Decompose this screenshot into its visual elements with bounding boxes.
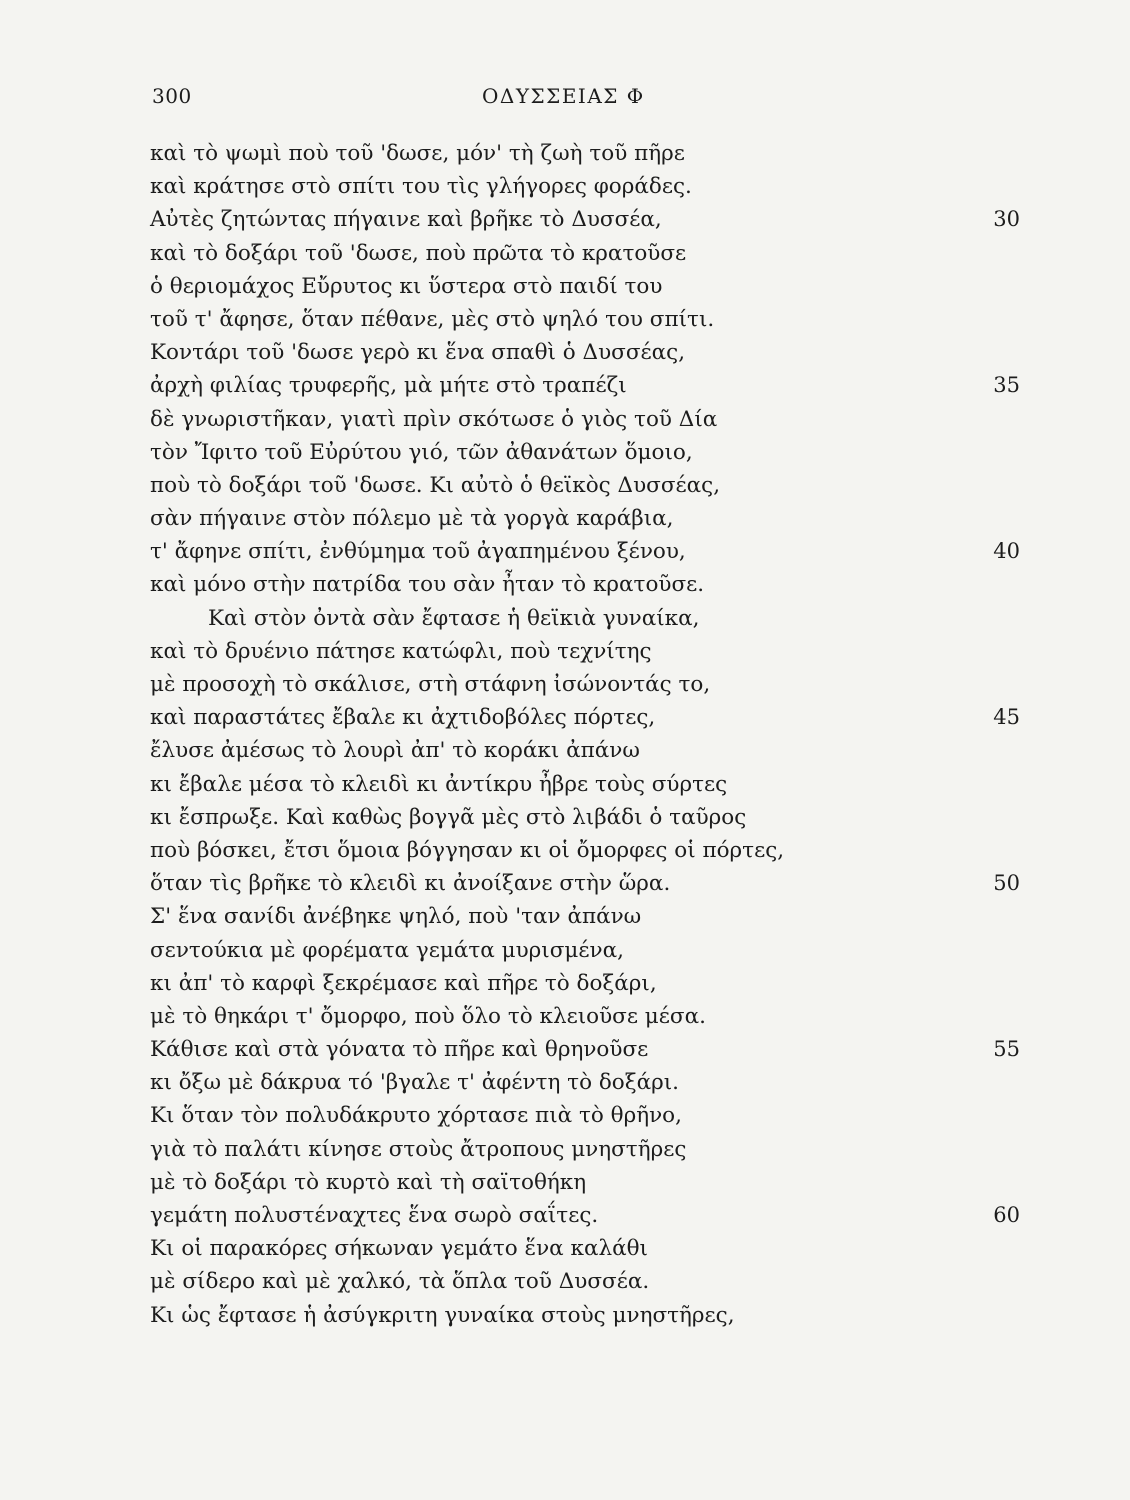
verse-line-text: καὶ τὸ δοξάρι τοῦ 'δωσε, ποὺ πρῶτα τὸ κρατοῦσε — [150, 240, 687, 266]
verse-line-text: καὶ μόνο στὴν πατρίδα του σὰν ἦταν τὸ κρατοῦσε. — [150, 572, 705, 598]
verse-line — [150, 303, 1020, 336]
verse-line-text: Κάθισε καὶ στὰ γόνατα τὸ πῆρε καὶ θρηνοῦσε — [150, 1037, 649, 1063]
verse-line — [150, 967, 1020, 1000]
line-number: 45 — [993, 705, 1020, 730]
verse-line — [150, 1066, 1020, 1099]
verse-line — [150, 635, 1020, 668]
verse-line-text: μὲ τὸ δοξάρι τὸ κυρτὸ καὶ τὴ σαϊτοθήκη — [150, 1169, 587, 1195]
verse-line-text: κι ἀπ' τὸ καρφὶ ξεκρέμασε καὶ πῆρε τὸ δοξάρι, — [150, 970, 657, 996]
verse-line-text: γεμάτη πολυστέναχτες ἕνα σωρὸ σαΐτες. — [150, 1203, 599, 1228]
verse-line-text: σὰν πήγαινε στὸν πόλεμο μὲ τὰ γοργὰ καράβια, — [150, 506, 674, 532]
verse-block — [150, 137, 1020, 1332]
verse-line-text: καὶ τὸ ψωμὶ ποὺ τοῦ 'δωσε, μόν' τὴ ζωὴ τοῦ πῆρε — [150, 141, 685, 166]
verse-line-text: καὶ κράτησε στὸ σπίτι του τὶς γλήγορες φοράδες. — [150, 174, 692, 200]
verse-line-text: Κι ὅταν τὸν πολυδάκρυτο χόρτασε πιὰ τὸ θρῆνο, — [150, 1103, 682, 1129]
verse-line — [150, 369, 1020, 402]
verse-line — [150, 834, 1020, 867]
verse-line — [150, 137, 1020, 170]
verse-line — [150, 403, 1020, 436]
verse-line-text: τὸν Ἴφιτο τοῦ Εὐρύτου γιό, τῶν ἀθανάτων ὅμοιο, — [150, 439, 693, 465]
running-title: ΟΔΥΣΣΕΙΑΣ Φ — [482, 84, 645, 108]
verse-line-text: δὲ γνωριστῆκαν, γιατὶ πρὶν σκότωσε ὁ γιὸς τοῦ Δία — [150, 406, 718, 432]
verse-line-text: τοῦ τ' ἄφησε, ὅταν πέθανε, μὲς στὸ ψηλό του σπίτι. — [150, 306, 715, 332]
verse-line-text: σεντούκια μὲ φορέματα γεμάτα μυρισμένα, — [150, 937, 624, 963]
verse-line — [150, 934, 1020, 967]
verse-line — [150, 1099, 1020, 1132]
verse-line — [150, 1232, 1020, 1265]
verse-line-text: κι ἔσπρωξε. Καὶ καθὼς βογγᾶ μὲς στὸ λιβάδι ὁ ταῦρος — [150, 804, 747, 830]
line-number: 40 — [993, 539, 1020, 564]
verse-line — [150, 900, 1020, 933]
verse-line — [150, 867, 1020, 900]
verse-line — [150, 469, 1020, 502]
verse-line-text: ἀρχὴ φιλίας τρυφερῆς, μὰ μήτε στὸ τραπέζι — [150, 373, 627, 399]
verse-line — [150, 237, 1020, 270]
verse-line-text: ποὺ τὸ δοξάρι τοῦ 'δωσε. Κι αὐτὸ ὁ θεϊκὸς Δυσσέας, — [150, 472, 721, 498]
verse-line-text: ὁ θεριομάχος Εὔρυτος κι ὕστερα στὸ παιδί του — [150, 273, 663, 299]
verse-line-text: κι ἔβαλε μέσα τὸ κλειδὶ κι ἀντίκρυ ἦβρε τοὺς σύρτες — [150, 771, 728, 797]
verse-line — [150, 1265, 1020, 1298]
page-header — [152, 84, 852, 114]
verse-line — [150, 203, 1020, 236]
verse-line-text: ὅταν τὶς βρῆκε τὸ κλειδὶ κι ἀνοίξανε στὴν ὥρα. — [150, 871, 671, 897]
page-number: 300 — [152, 84, 192, 108]
verse-line-text: καὶ παραστάτες ἔβαλε κι ἀχτιδοβόλες πόρτες, — [150, 705, 656, 731]
verse-line-text: Κοντάρι τοῦ 'δωσε γερὸ κι ἕνα σπαθὶ ὁ Δυσσέας, — [150, 340, 686, 366]
verse-line — [150, 436, 1020, 469]
verse-line — [150, 1033, 1020, 1066]
verse-line — [150, 1199, 1020, 1232]
verse-line — [150, 270, 1020, 303]
verse-line — [150, 701, 1020, 734]
verse-line — [150, 170, 1020, 203]
verse-line-text: καὶ τὸ δρυένιο πάτησε κατώφλι, ποὺ τεχνίτης — [150, 638, 652, 664]
verse-line — [150, 1133, 1020, 1166]
verse-line-text: Κι οἱ παρακόρες σήκωναν γεμάτο ἕνα καλάθι — [150, 1236, 648, 1262]
verse-line-text: ποὺ βόσκει, ἔτσι ὅμοια βόγγησαν κι οἱ ὄμορφες οἱ πόρτες, — [150, 837, 785, 863]
verse-line-text: μὲ προσοχὴ τὸ σκάλισε, στὴ στάφνη ἰσώνοντάς το, — [150, 672, 711, 697]
verse-line — [150, 568, 1020, 601]
verse-line — [150, 768, 1020, 801]
verse-line — [150, 535, 1020, 568]
line-number: 35 — [993, 373, 1020, 398]
verse-line-text: Καὶ στὸν ὀντὰ σὰν ἔφτασε ἡ θεϊκιὰ γυναίκα, — [208, 605, 700, 631]
verse-line-text: κι ὄξω μὲ δάκρυα τό 'βγαλε τ' ἀφέντη τὸ δοξάρι. — [150, 1070, 679, 1096]
verse-line — [150, 734, 1020, 767]
verse-line — [150, 602, 1020, 635]
line-number: 60 — [993, 1203, 1020, 1227]
verse-line-text: γιὰ τὸ παλάτι κίνησε στοὺς ἄτροπους μνηστῆρες — [150, 1136, 687, 1162]
line-number: 30 — [993, 207, 1020, 232]
verse-line-text: Κι ὡς ἔφτασε ἡ ἀσύγκριτη γυναίκα στοὺς μνηστῆρες, — [150, 1302, 735, 1328]
verse-line-text: Αὐτὲς ζητώντας πήγαινε καὶ βρῆκε τὸ Δυσσέα, — [150, 207, 662, 233]
verse-line — [150, 1166, 1020, 1199]
line-number: 50 — [993, 871, 1020, 896]
verse-line — [150, 1299, 1020, 1332]
verse-line-text: τ' ἄφηνε σπίτι, ἐνθύμημα τοῦ ἀγαπημένου ξένου, — [150, 539, 686, 565]
verse-line-text: Σ' ἕνα σανίδι ἀνέβηκε ψηλό, ποὺ 'ταν ἀπάνω — [150, 904, 642, 930]
line-number: 55 — [993, 1037, 1020, 1062]
verse-line — [150, 801, 1020, 834]
verse-line-text: μὲ σίδερο καὶ μὲ χαλκό, τὰ ὅπλα τοῦ Δυσσέα. — [150, 1269, 650, 1295]
verse-line — [150, 1000, 1020, 1033]
verse-line — [150, 668, 1020, 701]
verse-line — [150, 502, 1020, 535]
verse-line — [150, 336, 1020, 369]
verse-line-text: μὲ τὸ θηκάρι τ' ὄμορφο, ποὺ ὅλο τὸ κλειοῦσε μέσα. — [150, 1003, 706, 1029]
verse-line-text: ἔλυσε ἀμέσως τὸ λουρὶ ἀπ' τὸ κοράκι ἀπάνω — [150, 738, 640, 764]
